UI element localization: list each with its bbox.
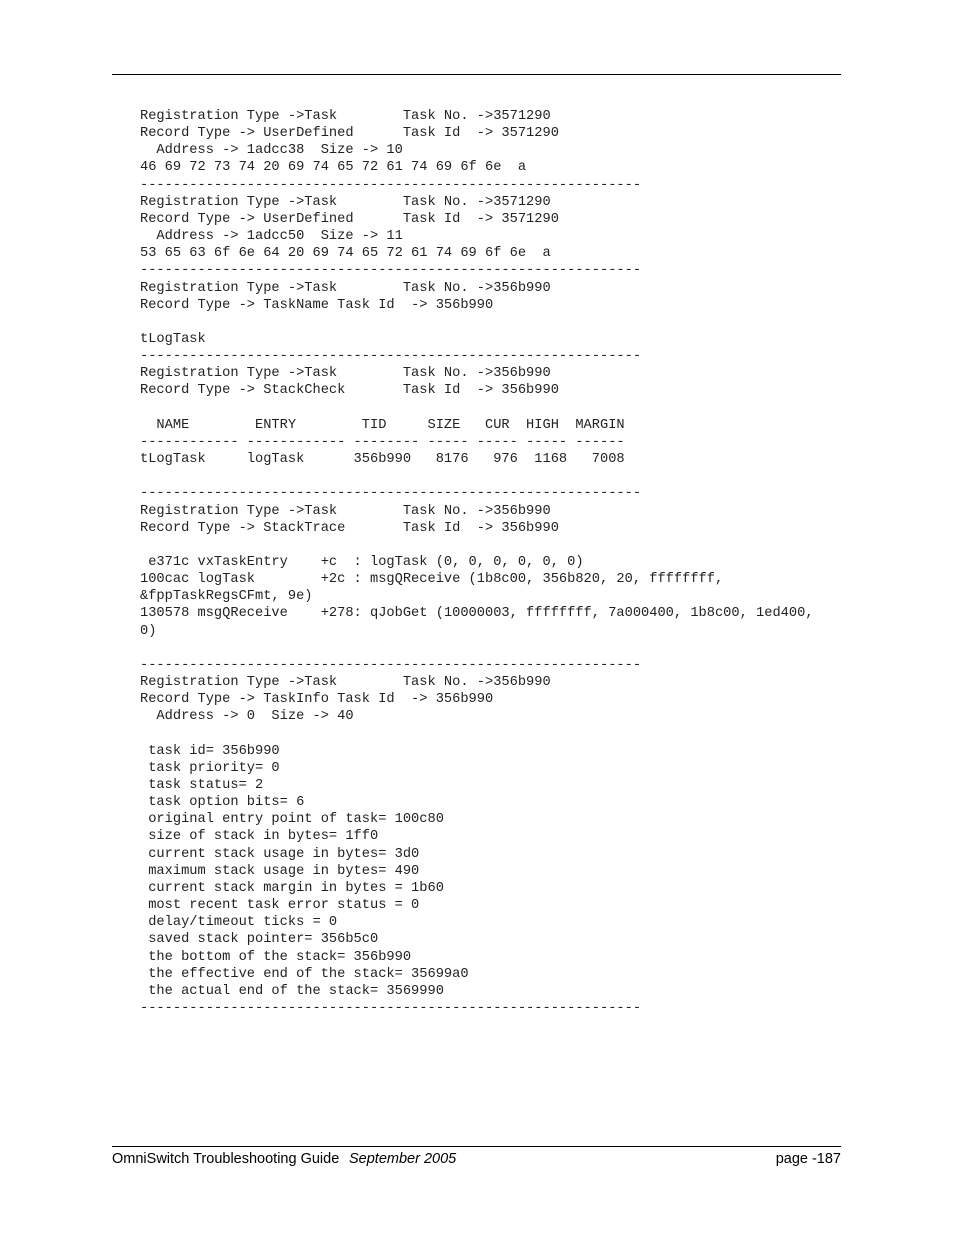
log-line: most recent task error status = 0 [140, 898, 420, 914]
log-line: the actual end of the stack= 3569990 [140, 983, 444, 999]
log-line [140, 537, 840, 554]
log-line: &fppTaskRegsCFmt, 9e) [140, 589, 313, 605]
log-line: Address -> 1adcc38 Size -> 10 [140, 143, 403, 159]
log-line: ------------------------------------------------------------- [140, 263, 642, 279]
log-line: 0) [140, 623, 157, 639]
log-line: current stack usage in bytes= 3d0 [140, 846, 420, 862]
log-line: 130578 msgQReceive +278: qJobGet (10000003, ffffffff, 7a000400, 1b8c00, 1ed400, [140, 606, 814, 622]
log-line: current stack margin in bytes = 1b60 [140, 880, 444, 896]
log-line: ------------------------------------------------------------- [140, 1001, 642, 1017]
log-line [140, 640, 840, 657]
log-line: original entry point of task= 100c80 [140, 812, 444, 828]
header-rule [112, 74, 841, 75]
log-line: ------------------------------------------------------------- [140, 349, 642, 365]
log-line: Record Type -> StackTrace Task Id -> 356b990 [140, 520, 559, 536]
log-line: Registration Type ->Task Task No. ->356b990 [140, 675, 551, 691]
log-line: the bottom of the stack= 356b990 [140, 949, 412, 965]
log-line: tLogTask logTask 356b990 8176 976 1168 7008 [140, 452, 625, 468]
log-line: ------------ ------------ -------- ----- ----- ----- ------ [140, 434, 625, 450]
log-line: ------------------------------------------------------------- [140, 657, 642, 673]
log-line: task id= 356b990 [140, 743, 280, 759]
footer-rule [112, 1146, 841, 1147]
log-line: Record Type -> TaskName Task Id -> 356b990 [140, 297, 494, 313]
log-line [140, 314, 840, 331]
footer-page-number: page -187 [775, 1151, 841, 1167]
log-line: 46 69 72 73 74 20 69 74 65 72 61 74 69 6f 6e a [140, 160, 527, 176]
log-line: size of stack in bytes= 1ff0 [140, 829, 379, 845]
log-line: Address -> 1adcc50 Size -> 11 [140, 229, 403, 245]
log-line: ------------------------------------------------------------- [140, 486, 642, 502]
log-output [140, 108, 840, 1017]
log-line: Registration Type ->Task Task No. ->3571290 [140, 109, 551, 124]
log-line: maximum stack usage in bytes= 490 [140, 863, 420, 879]
log-line: task status= 2 [140, 778, 264, 793]
log-line: saved stack pointer= 356b5c0 [140, 932, 379, 948]
log-line: tLogTask [140, 332, 206, 348]
log-line: 100cac logTask +2c : msgQReceive (1b8c00, 356b820, 20, ffffffff, [140, 572, 724, 588]
log-line: task priority= 0 [140, 760, 280, 776]
log-line: 53 65 63 6f 6e 64 20 69 74 65 72 61 74 69 6f 6e a [140, 246, 551, 262]
log-line: NAME ENTRY TID SIZE CUR HIGH MARGIN [140, 417, 625, 433]
log-line [140, 726, 840, 743]
log-line: Registration Type ->Task Task No. ->3571290 [140, 194, 551, 210]
page-footer [112, 1151, 841, 1171]
log-line: Registration Type ->Task Task No. ->356b990 [140, 503, 551, 519]
log-line: Record Type -> UserDefined Task Id -> 3571290 [140, 211, 559, 227]
footer-document-title: OmniSwitch Troubleshooting Guide [112, 1151, 340, 1167]
log-line: delay/timeout ticks = 0 [140, 915, 338, 931]
log-line [140, 400, 840, 417]
log-line [140, 468, 840, 485]
log-line: Address -> 0 Size -> 40 [140, 709, 354, 725]
log-line: Record Type -> UserDefined Task Id -> 3571290 [140, 126, 559, 142]
log-line: Record Type -> StackCheck Task Id -> 356b990 [140, 383, 559, 399]
log-line: Registration Type ->Task Task No. ->356b990 [140, 366, 551, 382]
log-line: the effective end of the stack= 35699a0 [140, 966, 469, 982]
log-line: Record Type -> TaskInfo Task Id -> 356b990 [140, 692, 494, 708]
log-line: ------------------------------------------------------------- [140, 177, 642, 193]
log-line: Registration Type ->Task Task No. ->356b990 [140, 280, 551, 296]
log-line: task option bits= 6 [140, 795, 305, 811]
footer-date: September 2005 [349, 1151, 457, 1167]
log-line: e371c vxTaskEntry +c : logTask (0, 0, 0, 0, 0, 0) [140, 555, 584, 570]
